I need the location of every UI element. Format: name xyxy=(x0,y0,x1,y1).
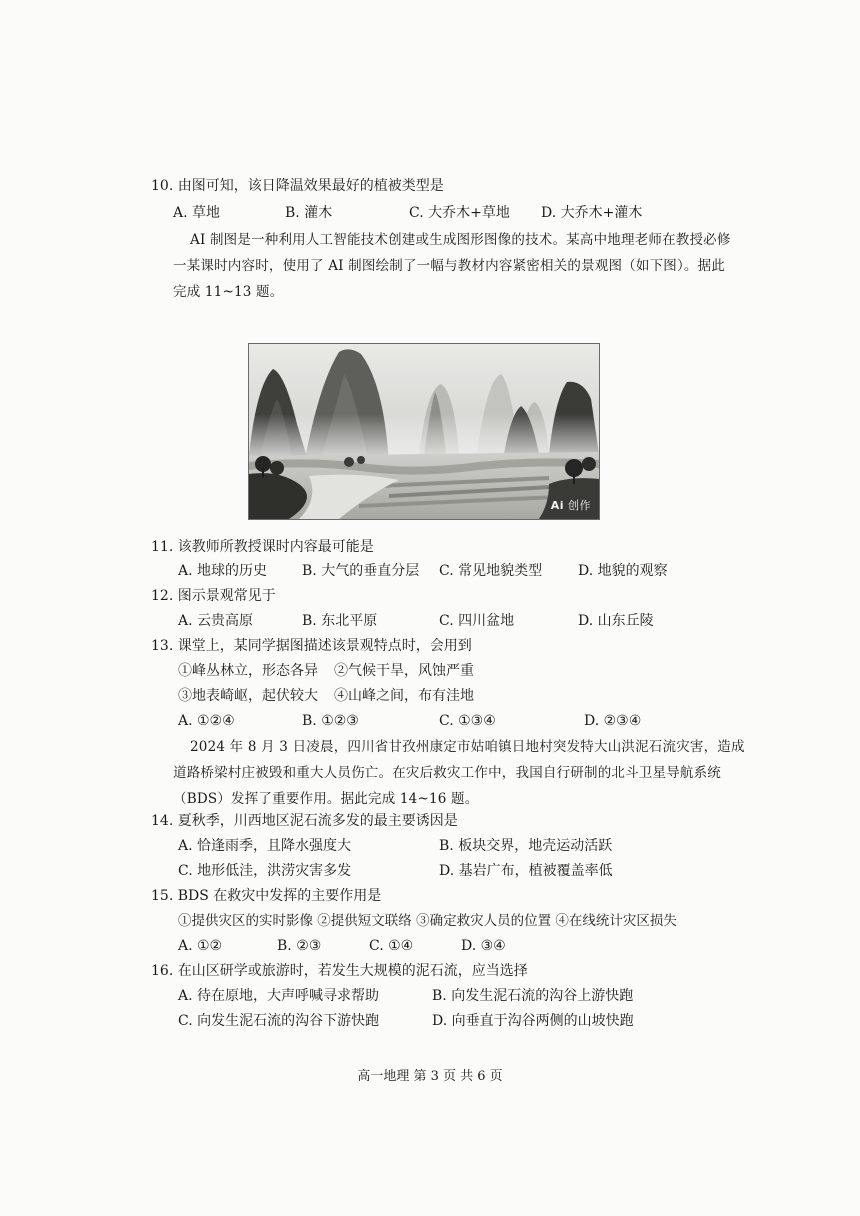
question-10-option-d: D. 大乔木+灌木 xyxy=(541,205,643,221)
question-15-option-c: C. ①④ xyxy=(369,938,414,954)
question-10-stem: 10. 由图可知，该日降温效果最好的植被类型是 xyxy=(151,178,444,194)
question-13-statement-3: ③地表崎岖，起伏较大 xyxy=(178,688,318,704)
question-15-option-a: A. ①② xyxy=(178,938,223,954)
question-16-option-a: A. 待在原地，大声呼喊寻求帮助 xyxy=(178,988,380,1004)
question-15-option-d: D. ③④ xyxy=(461,938,506,954)
question-16-stem: 16. 在山区研学或旅游时，若发生大规模的泥石流，应当选择 xyxy=(151,963,528,979)
question-13-statement-4: ④山峰之间，布有洼地 xyxy=(334,688,474,704)
ai-watermark-text: 创作 xyxy=(568,499,591,512)
question-10-option-b: B. 灌木 xyxy=(285,205,333,221)
question-10-option-a: A. 草地 xyxy=(173,205,221,221)
question-14-option-a: A. 恰逢雨季，且降水强度大 xyxy=(178,838,352,854)
question-11-option-d: D. 地貌的观察 xyxy=(578,563,668,579)
question-13-option-c: C. ①③④ xyxy=(439,713,496,729)
passage-2-line-1: 2024 年 8 月 3 日凌晨，四川省甘孜州康定市姑咱镇日地村突发特大山洪泥石流灾害，造成 xyxy=(190,739,745,755)
question-11-option-a: A. 地球的历史 xyxy=(178,563,268,579)
ai-logo: Ai xyxy=(550,499,564,512)
question-12-option-d: D. 山东丘陵 xyxy=(578,613,654,629)
question-13-statement-2: ②气候干旱，风蚀严重 xyxy=(334,663,474,679)
question-10-option-c: C. 大乔木+草地 xyxy=(409,205,510,221)
passage-2-line-3: （BDS）发挥了重要作用。据此完成 14~16 题。 xyxy=(173,791,479,807)
question-15-statements: ①提供灾区的实时影像 ②提供短文联络 ③确定救灾人员的位置 ④在线统计灾区损失 xyxy=(178,913,677,929)
question-11-option-b: B. 大气的垂直分层 xyxy=(302,563,420,579)
question-13-option-a: A. ①②④ xyxy=(178,713,235,729)
passage-1-line-2: 一某课时内容时，使用了 AI 制图绘制了一幅与教材内容紧密相关的景观图（如下图）。据此 xyxy=(173,258,726,274)
passage-1-line-3: 完成 11~13 题。 xyxy=(173,284,284,300)
question-11-option-c: C. 常见地貌类型 xyxy=(439,563,543,579)
question-14-option-c: C. 地形低洼，洪涝灾害多发 xyxy=(178,863,352,879)
question-16-option-d: D. 向垂直于沟谷两侧的山坡快跑 xyxy=(432,1013,634,1029)
passage-2-line-2: 道路桥梁村庄被毁和重大人员伤亡。在灾后救灾工作中，我国自行研制的北斗卫星导航系统 xyxy=(173,765,721,781)
question-13-option-d: D. ②③④ xyxy=(584,713,642,729)
question-16-option-b: B. 向发生泥石流的沟谷上游快跑 xyxy=(432,988,634,1004)
question-13-option-b: B. ①②③ xyxy=(302,713,359,729)
question-11-stem: 11. 该教师所教授课时内容最可能是 xyxy=(151,539,374,555)
question-14-option-d: D. 基岩广布，植被覆盖率低 xyxy=(439,863,613,879)
question-15-option-b: B. ②③ xyxy=(277,938,322,954)
page-footer: 高一地理 第 3 页 共 6 页 xyxy=(357,1069,503,1084)
question-14-option-b: B. 板块交界，地壳运动活跃 xyxy=(439,838,613,854)
question-14-stem: 14. 夏秋季，川西地区泥石流多发的最主要诱因是 xyxy=(151,813,458,829)
question-13-statement-1: ①峰丛林立，形态各异 xyxy=(178,663,318,679)
question-13-stem: 13. 课堂上，某同学据图描述该景观特点时，会用到 xyxy=(151,638,472,654)
landscape-painting xyxy=(249,344,599,519)
question-12-option-a: A. 云贵高原 xyxy=(178,613,254,629)
karst-landscape-image xyxy=(248,343,600,520)
ai-creation-watermark xyxy=(551,497,591,513)
question-12-option-b: B. 东北平原 xyxy=(302,613,378,629)
passage-1-line-1: AI 制图是一种利用人工智能技术创建或生成图形图像的技术。某高中地理老师在教授必修 xyxy=(190,232,731,248)
question-12-option-c: C. 四川盆地 xyxy=(439,613,515,629)
question-16-option-c: C. 向发生泥石流的沟谷下游快跑 xyxy=(178,1013,380,1029)
question-12-stem: 12. 图示景观常见于 xyxy=(151,588,276,604)
question-15-stem: 15. BDS 在救灾中发挥的主要作用是 xyxy=(151,888,382,904)
